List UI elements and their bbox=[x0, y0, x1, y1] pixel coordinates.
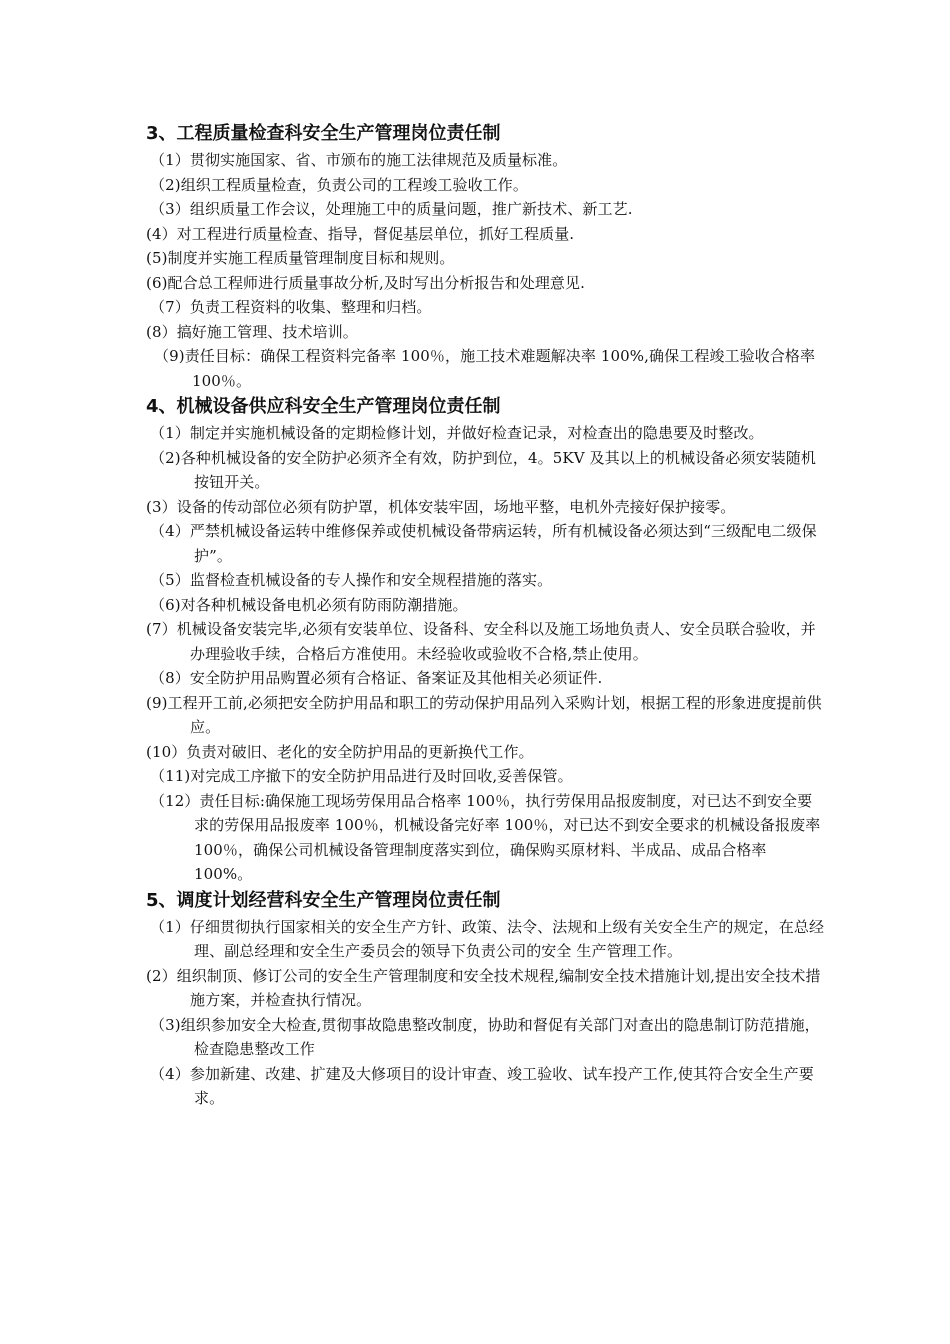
list-item: (3）设备的传动部位必须有防护罩，机体安装牢固，场地平整，电机外壳接好保护接零。 bbox=[146, 497, 736, 516]
section-title: 5、调度计划经营科安全生产管理岗位责任制 bbox=[146, 889, 501, 911]
list-item: （1）制定并实施机械设备的定期检修计划，并做好检查记录，对检查出的隐患要及时整改。 bbox=[150, 424, 764, 442]
list-item: （3)组织参加安全大检查,贯彻事故隐患整改制度，协助和督促有关部门对查出的隐患制订防范措施，检查隐患整改工作 bbox=[150, 1015, 820, 1058]
list-item: （1）仔细贯彻执行国家相关的安全生产方针、政策、法令、法规和上级有关安全生产的规定，在总经理、副总经理和安全生产委员会的领导下负责公司的安全 生产管理工作。 bbox=[150, 917, 825, 960]
list-item: （2)各种机械设备的安全防护必须齐全有效，防护到位，4。5KV 及其以上的机械设备必须安装随机按钮开关。 bbox=[150, 448, 816, 491]
list-item: （7）负责工程资料的收集、整理和归档。 bbox=[150, 298, 432, 316]
list-item: (10）负责对破旧、老化的安全防护用品的更新换代工作。 bbox=[146, 742, 534, 761]
list-item: （8）安全防护用品购置必须有合格证、备案证及其他相关必须证件. bbox=[150, 669, 603, 687]
section-title: 4、机械设备供应科安全生产管理岗位责任制 bbox=[146, 396, 501, 417]
list-item: （5）监督检查机械设备的专人操作和安全规程措施的落实。 bbox=[150, 571, 553, 589]
list-item: （6)对各种机械设备电机必须有防雨防潮措施。 bbox=[150, 595, 468, 614]
list-item: （4）严禁机械设备运转中维修保养或使机械设备带病运转，所有机械设备必须达到“三级配电二级保护”。 bbox=[150, 522, 817, 565]
list-item: (5)制度并实施工程质量管理制度目标和规则。 bbox=[146, 249, 455, 267]
list-item: (9)工程开工前,必须把安全防护用品和职工的劳动保护用品列入采购计划，根据工程的形象进度提前供应。 bbox=[146, 693, 822, 736]
list-item: (6)配合总工程师进行质量事故分析,及时写出分析报告和处理意见. bbox=[146, 273, 585, 292]
list-item: （4）参加新建、改建、扩建及大修项目的设计审查、竣工验收、试车投产工作,使其符合安全生产要求。 bbox=[150, 1064, 814, 1107]
list-item: (8）搞好施工管理、技术培训。 bbox=[146, 322, 358, 341]
list-item: （9)责任目标：确保工程资料完备率 100％，施工技术难题解决率 100%,确保工程竣工验收合格率 100％。 bbox=[154, 347, 816, 390]
list-item: (2）组织制顶、修订公司的安全生产管理制度和安全技术规程,编制安全技术措施计划,提出安全技术措施方案，并检查执行情况。 bbox=[146, 966, 821, 1009]
document-body bbox=[146, 120, 826, 1111]
list-item: （1）贯彻实施国家、省、市颁布的施工法律规范及质量标准。 bbox=[150, 151, 568, 169]
list-item: （11)对完成工序撤下的安全防护用品进行及时回收,妥善保管。 bbox=[150, 767, 573, 785]
list-item: （3）组织质量工作会议，处理施工中的质量问题，推广新技术、新工艺. bbox=[150, 200, 633, 218]
list-item: (7）机械设备安装完毕,必须有安装单位、设备科、安全科以及施工场地负责人、安全员联合验收，并办理验收手续，合格后方准使用。未经验收或验收不合格,禁止使用。 bbox=[146, 620, 816, 663]
list-item: （2)组织工程质量检查，负责公司的工程竣工验收工作。 bbox=[150, 175, 528, 194]
list-item: (4）对工程进行质量检查、指导，督促基层单位，抓好工程质量. bbox=[146, 224, 575, 243]
section-title: 3、工程质量检查科安全生产管理岗位责任制 bbox=[146, 123, 501, 144]
list-item: （12）责任目标:确保施工现场劳保用品合格率 100％，执行劳保用品报废制度，对已达不到安全要求的劳保用品报废率 100％，机械设备完好率 100％，对已达不到安全要求的机械设备报废率 100％，确保公司机械设备管理制度落实到位，确保购买原材料、半成品、成品合格率 100%。 bbox=[150, 791, 821, 883]
